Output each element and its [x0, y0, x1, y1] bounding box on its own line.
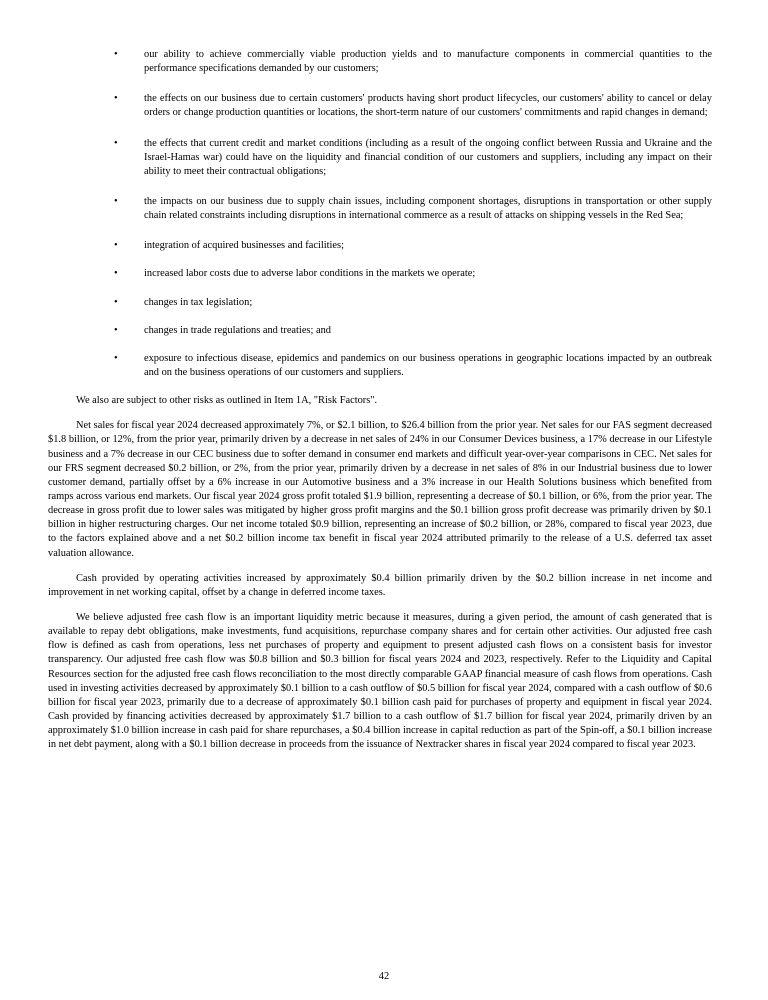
- bullet-icon: •: [114, 296, 118, 308]
- list-item: [48, 324, 712, 338]
- list-item: [48, 296, 712, 310]
- page-content: [48, 48, 712, 752]
- bullet-icon: •: [114, 93, 118, 105]
- list-item-text: changes in tax legislation;: [144, 296, 253, 308]
- bullet-icon: •: [114, 195, 118, 207]
- list-item: [48, 137, 712, 179]
- bullet-icon: •: [114, 137, 118, 149]
- bullet-icon: •: [114, 268, 118, 280]
- bullet-icon: •: [114, 49, 118, 60]
- bullet-icon: •: [114, 324, 118, 336]
- list-item: [48, 239, 712, 253]
- list-item: [48, 92, 712, 120]
- bullet-icon: •: [114, 240, 118, 252]
- list-item-text: changes in trade regulations and treaties; and: [144, 324, 331, 336]
- list-item-text: the effects on our business due to certain customers' products having short product lifecycles, our customers' ability to cancel or delay orders or change production quantities or locations, the short-term nature of our customers' commitments and rapid changes in demand;: [144, 93, 712, 119]
- list-item: [48, 48, 712, 76]
- list-item-text: the effects that current credit and market conditions (including as a result of the ongoing conflict between Russia and Ukraine and the Israel-Hamas war) could have on the liquidity and financial condition of our customers and suppliers, including any impact on their ability to meet their contractual obligations;: [144, 137, 712, 177]
- paragraph-operating-cash: Cash provided by operating activities increased by approximately $0.4 billion primarily driven by the $0.2 billion increase in net income and improvement in net working capital, offset by a change in deferred income taxes.: [48, 572, 712, 598]
- bullet-icon: •: [114, 352, 118, 364]
- list-item-text: increased labor costs due to adverse labor conditions in the markets we operate;: [144, 268, 476, 280]
- paragraph-net-sales: Net sales for fiscal year 2024 decreased approximately 7%, or $2.1 billion, to $26.4 billion from the prior year. Net sales for our FAS segment decreased $1.8 billion, or 12%, from the prior year, primarily driven by a decrease in net sales of 24% in our Consumer Devices business, a 17% decrease in our Lifestyle business and a 7% decrease in our CEC business due to softer demand in consumer end markets and difficult year-over-year comparisons in CEC. Net sales for our FRS segment decreased $0.2 billion, or 2%, from the prior year, primarily driven by a decrease in net sales of 8% in our Industrial business due to lower customer demand, partially offset by a 6% increase in our Automotive business and a 3% increase in our Health Solutions business which benefited from ramps across various end markets. Our fiscal year 2024 gross profit totaled $1.9 billion, representing a decrease of $0.1 billion, or 6%, from the prior year. The decrease in gross profit due to lower sales was mitigated by higher gross profit margins and the $0.1 billion gross profit decrease was primarily driven by $0.1 billion in higher restructuring charges. Our net income totaled $0.9 billion, representing an increase of $0.2 billion, or 28%, compared to fiscal year 2023, due to the factors explained above and a net $0.2 billion income tax benefit in fiscal year 2024 attributed primarily to the release of a U.S. deferred tax asset valuation allowance.: [48, 420, 712, 559]
- list-item: [48, 195, 712, 223]
- risk-factor-bullet-list: [48, 48, 712, 380]
- list-item: [48, 352, 712, 380]
- list-item-text: our ability to achieve commercially viable production yields and to manufacture components in commercial quantities to the performance specifications demanded by our customers;: [144, 49, 712, 75]
- list-item: [48, 267, 712, 281]
- page-number: 42: [378, 971, 390, 982]
- list-item-text: exposure to infectious disease, epidemics and pandemics on our business operations in geographic locations impacted by an outbreak and on the business operations of our customers and suppliers.: [144, 352, 712, 378]
- paragraph-other-risks: We also are subject to other risks as outlined in Item 1A, "Risk Factors".: [76, 395, 378, 407]
- list-item-text: integration of acquired businesses and facilities;: [144, 240, 344, 252]
- list-item-text: the impacts on our business due to supply chain issues, including component shortages, disruptions in transportation or other supply chain related constraints including disruptions in international commerce as a result of attacks on shipping vessels in the Red Sea;: [144, 195, 712, 222]
- paragraph-adjusted-free-cash-flow: We believe adjusted free cash flow is an important liquidity metric because it measures, during a given period, the amount of cash generated that is available to repay debt obligations, make investments, fund acquisitions, repurchase company shares and for certain other activities. Our adjusted free cash flow is defined as cash from operations, less net purchases of property and equipment to present adjusted cash flows on a consistent basis for investor transparency. Our adjusted free cash flow was $0.8 billion and $0.3 billion for fiscal years 2024 and 2023, respectively. Refer to the Liquidity and Capital Resources section for the adjusted free cash flows reconciliation to the most directly comparable GAAP financial measure of cash flows from operations. Cash used in investing activities decreased by approximately $0.1 billion to a cash outflow of $0.5 billion for fiscal year 2024, compared with a cash outflow of $0.6 billion for fiscal year 2023, primarily due to a decrease of approximately $0.1 billion cash paid for purchases of property and equipment in fiscal year 2024. Cash provided by financing activities decreased by approximately $1.7 billion to a cash outflow of $1.7 billion for fiscal year 2024, primarily driven by an approximately $1.0 billion increase in cash paid for share repurchases, a $0.4 billion increase in capital reduction as part of the Spin-off, a $0.1 billion increase in net debt payment, along with a $0.1 billion decrease in proceeds from the issuance of Nextracker shares in fiscal year 2024 compared to fiscal year 2023.: [48, 611, 712, 751]
